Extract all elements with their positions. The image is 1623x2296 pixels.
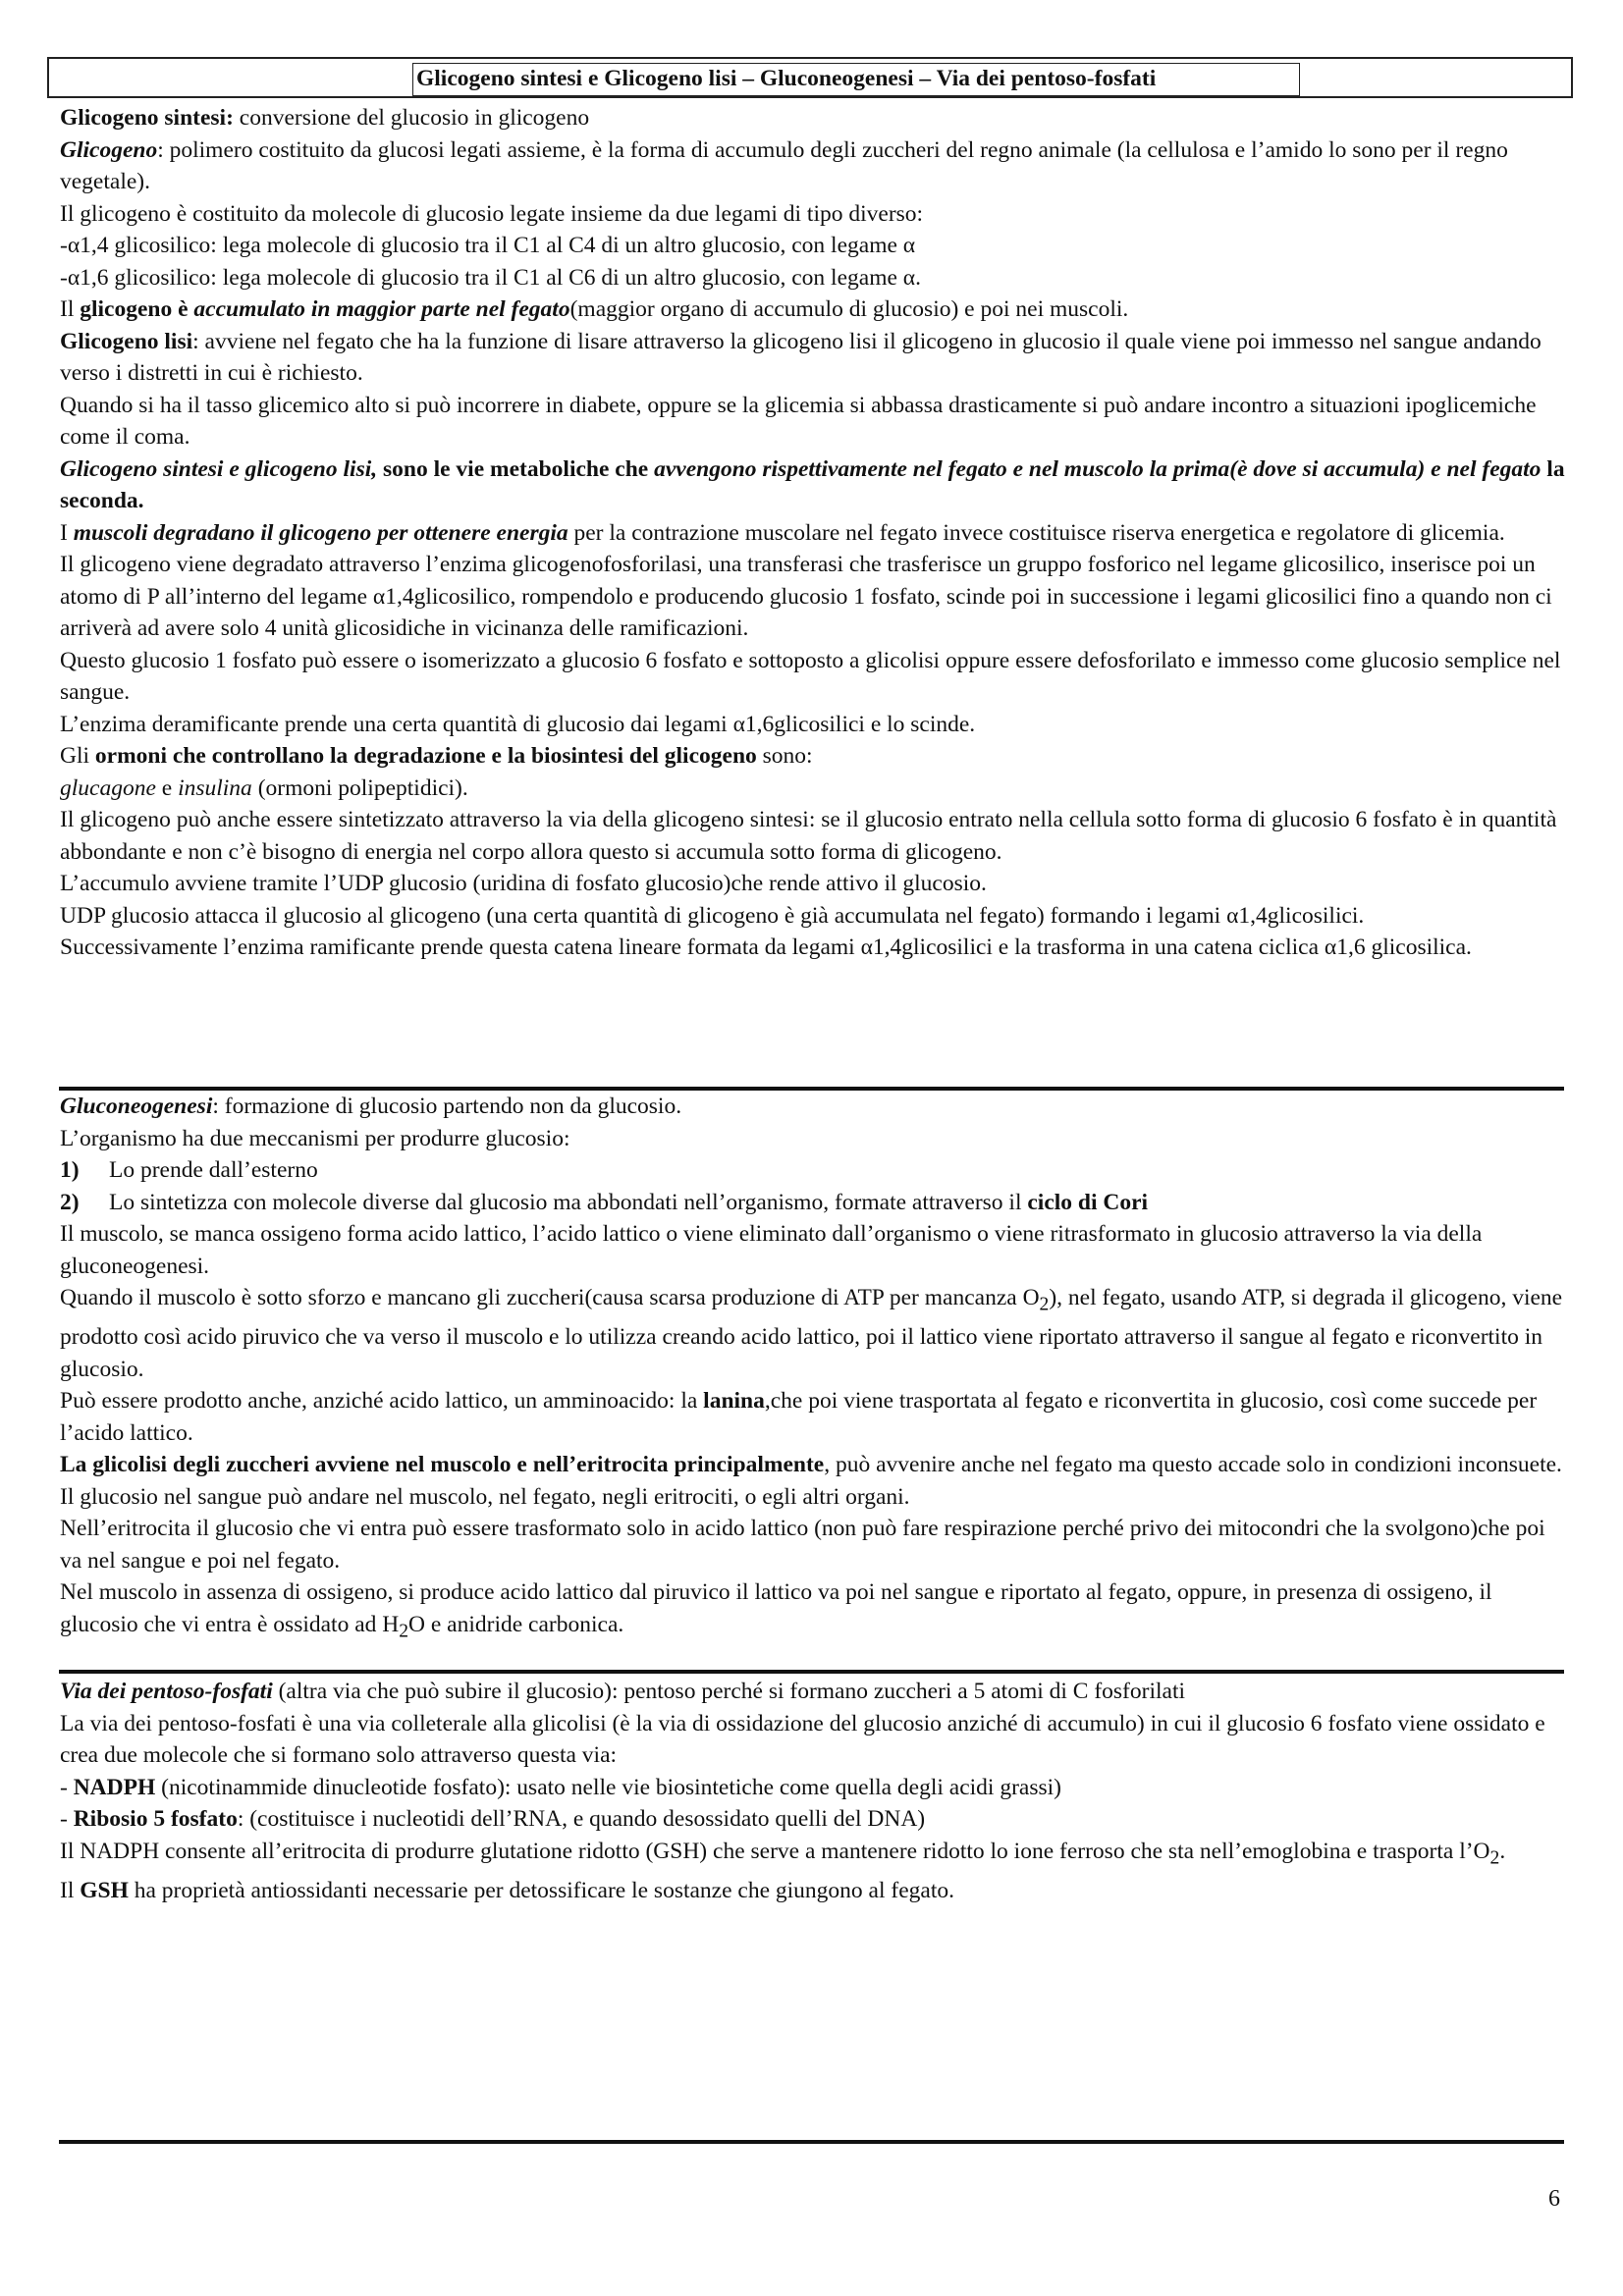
paragraph: UDP glucosio attacca il glucosio al glicogeno (una certa quantità di glicogeno è già accumulata nel fegato) formando i legami α1,4glicosilici. <box>60 902 1365 929</box>
text: Gli <box>60 743 95 769</box>
section-gluconeogenesis <box>60 1091 1572 1648</box>
paragraph: L’enzima deramificante prende una certa quantità di glucosio dai legami α1,6glicosilici e lo scinde. <box>60 711 976 737</box>
emphasis: sono le vie metaboliche che <box>377 455 655 482</box>
term: Ribosio 5 fosfato <box>73 1806 238 1832</box>
emphasis: glicogeno è <box>80 296 194 322</box>
text: Lo sintetizza con molecole diverse dal glucosio ma abbondati nell’organismo, formate attraverso il <box>109 1189 1028 1215</box>
term: glucagone <box>60 774 156 801</box>
paragraph: Questo glucosio 1 fosfato può essere o isomerizzato a glucosio 6 fosfato e sottoposto a glicolisi oppure essere defosforilato e immesso come glucosio semplice nel sangue. <box>60 647 1561 705</box>
paragraph: La via dei pentoso-fosfati è una via colleterale alla glicolisi (è la via di ossidazione del glucosio anziché di accumulo) in cui il glucosio 6 fosfato viene ossidato e crea due molecole che si formano solo attraverso questa via: <box>60 1710 1545 1768</box>
paragraph: Il glicogeno è costituito da molecole di glucosio legate insieme da due legami di tipo diverso: <box>60 200 924 227</box>
text: Il <box>60 1877 81 1903</box>
text: Nel muscolo in assenza di ossigeno, si produce acido lattico dal piruvico il lattico va poi nel sangue e riportato al fegato, oppure, in presenza di ossigeno, il glucosio che vi entra è ossidato ad H <box>60 1579 1492 1637</box>
emphasis: Glicogeno sintesi e glicogeno lisi, <box>60 455 378 482</box>
paragraph: -α1,4 glicosilico: lega molecole di glucosio tra il C1 al C4 di un altro glucosio, con legame α <box>60 233 916 258</box>
text: Quando il muscolo è sotto sforzo e mancano gli zuccheri(causa scarsa produzione di ATP per mancanza O <box>60 1285 1040 1310</box>
text: O e anidride carbonica. <box>408 1611 624 1637</box>
text: : (costituisce i nucleotidi dell’RNA, e quando desossidato quelli del DNA) <box>237 1806 926 1832</box>
text: Lo prende dall’esterno <box>109 1157 318 1183</box>
term: NADPH <box>73 1774 156 1800</box>
paragraph <box>60 1091 1572 1123</box>
paragraph: L’organismo ha due meccanismi per produrre glucosio: <box>60 1125 570 1151</box>
text: (altra via che può subire il glucosio): pentoso perché si formano zuccheri a 5 atomi di C fosforilati <box>272 1679 1186 1704</box>
text: ,che poi viene trasportata al fegato e riconvertita in glucosio, così come succede per l’acido lattico. <box>60 1388 1538 1446</box>
text: Il <box>60 296 81 322</box>
paragraph <box>60 1449 1572 1481</box>
text: Può essere prodotto anche, anziché acido lattico, un amminoacido: la <box>60 1388 704 1415</box>
emphasis: ciclo di Cori <box>1027 1189 1149 1215</box>
paragraph <box>60 1576 1572 1648</box>
paragraph <box>60 1282 1572 1385</box>
text: : polimero costituito da glucosi legati assieme, è la forma di accumulo degli zuccheri del regno animale (la cellulosa e l’amido lo sono per il regno vegetale). <box>60 136 1508 194</box>
list-item <box>60 1187 1572 1219</box>
paragraph: Il glicogeno viene degradato attraverso l’enzima glicogenofosforilasi, una transferasi che trasferisce un gruppo fosforico nel legame glicosilico, inserisce poi un atomo di P all’interno del legame α1,4glicosilico, rompendolo e producendo glucosio 1 fosfato, scinde poi in successione i legami glicosilici fino a quando non ci arriverà ad avere solo 4 unità glicosidiche in vicinanza delle ramificazioni. <box>60 552 1552 641</box>
paragraph: Il glicogeno può anche essere sintetizzato attraverso la via della glicogeno sintesi: se il glucosio entrato nella cellula sotto forma di glucosio 6 fosfato è in quantità abbondante e non c’è bisogno di energia nel corpo allora questo si accumula sotto forma di glicogeno. <box>60 807 1557 865</box>
text: : avviene nel fegato che ha la funzione di lisare attraverso la glicogeno lisi il glicogeno in glucosio il quale viene poi immesso nel sangue andando verso i distretti in cui è richiesto. <box>60 328 1542 386</box>
text: (ormoni polipeptidici). <box>251 774 468 801</box>
paragraph <box>60 454 1572 517</box>
text: I <box>60 519 74 546</box>
section-divider <box>59 1670 1564 1674</box>
paragraph <box>60 1676 1572 1708</box>
page-title: Glicogeno sintesi e Glicogeno lisi – Gluconeogenesi – Via dei pentoso-fosfati <box>412 63 1300 96</box>
footer-divider <box>59 2140 1564 2144</box>
list-item <box>60 1154 1572 1187</box>
paragraph <box>60 134 1572 198</box>
text: . <box>1499 1838 1506 1864</box>
text: (nicotinammide dinucleotide fosfato): usato nelle vie biosintetiche come quella degli acidi grassi) <box>155 1774 1061 1800</box>
term: insulina <box>178 774 252 801</box>
text: - <box>60 1806 74 1832</box>
paragraph: Quando si ha il tasso glicemico alto si può incorrere in diabete, oppure se la glicemia si abbassa drasticamente si può andare incontro a situazioni ipoglicemiche come il coma. <box>60 392 1537 450</box>
paragraph <box>60 294 1572 326</box>
title-box <box>47 57 1573 98</box>
subscript: 2 <box>1489 1847 1500 1869</box>
paragraph <box>60 1836 1572 1875</box>
emphasis: muscoli degradano il glicogeno per ottenere energia <box>73 519 568 546</box>
emphasis: lanina <box>703 1388 765 1415</box>
list-item <box>60 1772 1572 1804</box>
emphasis: la seconda. <box>60 455 1565 513</box>
subscript: 2 <box>1039 1294 1050 1315</box>
paragraph: Nell’eritrocita il glucosio che vi entra può essere trasformato solo in acido lattico (non può fare respirazione perché privo dei mitocondri che la svolgono)che poi va nel sangue e poi nel fegato. <box>60 1516 1545 1574</box>
term: GSH <box>80 1877 129 1903</box>
emphasis: accumulato in maggior parte nel fegato <box>193 296 570 322</box>
term: Glicogeno <box>60 136 158 163</box>
text: (maggior organo di accumulo di glucosio) e poi nei muscoli. <box>569 296 1129 322</box>
text: - <box>60 1774 74 1800</box>
list-number: 2) <box>60 1189 80 1215</box>
text: Il NADPH consente all’eritrocita di produrre glutatione ridotto (GSH) che serve a mantenere ridotto lo ione ferroso che sta nell’emoglobina e trasporta l’O <box>60 1838 1490 1864</box>
emphasis: avvengono rispettivamente nel fegato e nel muscolo la prima(è dove si accumula) e nel fegato <box>654 455 1542 482</box>
text: conversione del glucosio in glicogeno <box>233 105 590 131</box>
section-pentose-phosphate <box>60 1676 1572 1906</box>
list-number: 1) <box>60 1157 80 1183</box>
text: , può avvenire anche nel fegato ma questo accade solo in condizioni inconsuete. <box>824 1452 1562 1478</box>
page-number: 6 <box>1548 2186 1560 2212</box>
term: Glicogeno sintesi: <box>60 105 234 131</box>
text: ), nel fegato, usando ATP, si degrada il glicogeno, viene prodotto così acido piruvico che va verso il muscolo e lo utilizza creando acido lattico, poi il lattico viene riportato attraverso il sangue al fegato e riconvertito in glucosio. <box>60 1285 1563 1382</box>
paragraph <box>60 326 1572 390</box>
text: per la contrazione muscolare nel fegato invece costituisce riserva energetica e regolatore di glicemia. <box>568 519 1505 546</box>
section-glycogen <box>60 102 1572 964</box>
paragraph <box>60 1385 1572 1449</box>
term: Glicogeno lisi <box>60 328 193 354</box>
paragraph <box>60 773 1572 805</box>
text: sono: <box>756 743 813 769</box>
list-item <box>60 1803 1572 1836</box>
emphasis: La glicolisi degli zuccheri avviene nel muscolo e nell’eritrocita principalmente <box>60 1452 825 1478</box>
paragraph: -α1,6 glicosilico: lega molecole di glucosio tra il C1 al C6 di un altro glucosio, con legame α. <box>60 264 921 291</box>
emphasis: ormoni che controllano la degradazione e la biosintesi del glicogeno <box>94 743 757 769</box>
paragraph: Il glucosio nel sangue può andare nel muscolo, nel fegato, negli eritrociti, o egli altri organi. <box>60 1483 910 1510</box>
paragraph <box>60 740 1572 773</box>
text: ha proprietà antiossidanti necessarie per detossificare le sostanze che giungono al fegato. <box>128 1877 954 1903</box>
paragraph <box>60 1875 1572 1907</box>
subscript: 2 <box>399 1621 409 1642</box>
text: : formazione di glucosio partendo non da glucosio. <box>212 1094 682 1119</box>
paragraph: Il muscolo, se manca ossigeno forma acido lattico, l’acido lattico o viene eliminato dall’organismo o viene ritrasformato in glucosio attraverso la via della gluconeogenesi. <box>60 1221 1483 1279</box>
paragraph <box>60 517 1572 550</box>
paragraph: L’accumulo avviene tramite l’UDP glucosio (uridina di fosfato glucosio)che rende attivo il glucosio. <box>60 871 987 896</box>
term: Via dei pentoso-fosfati <box>60 1679 273 1704</box>
text: e <box>155 774 179 801</box>
paragraph: Successivamente l’enzima ramificante prende questa catena lineare formata da legami α1,4glicosilici e la trasforma in una catena ciclica α1,6 glicosilica. <box>60 934 1472 960</box>
paragraph <box>60 102 1572 134</box>
term: Gluconeogenesi <box>60 1094 213 1119</box>
